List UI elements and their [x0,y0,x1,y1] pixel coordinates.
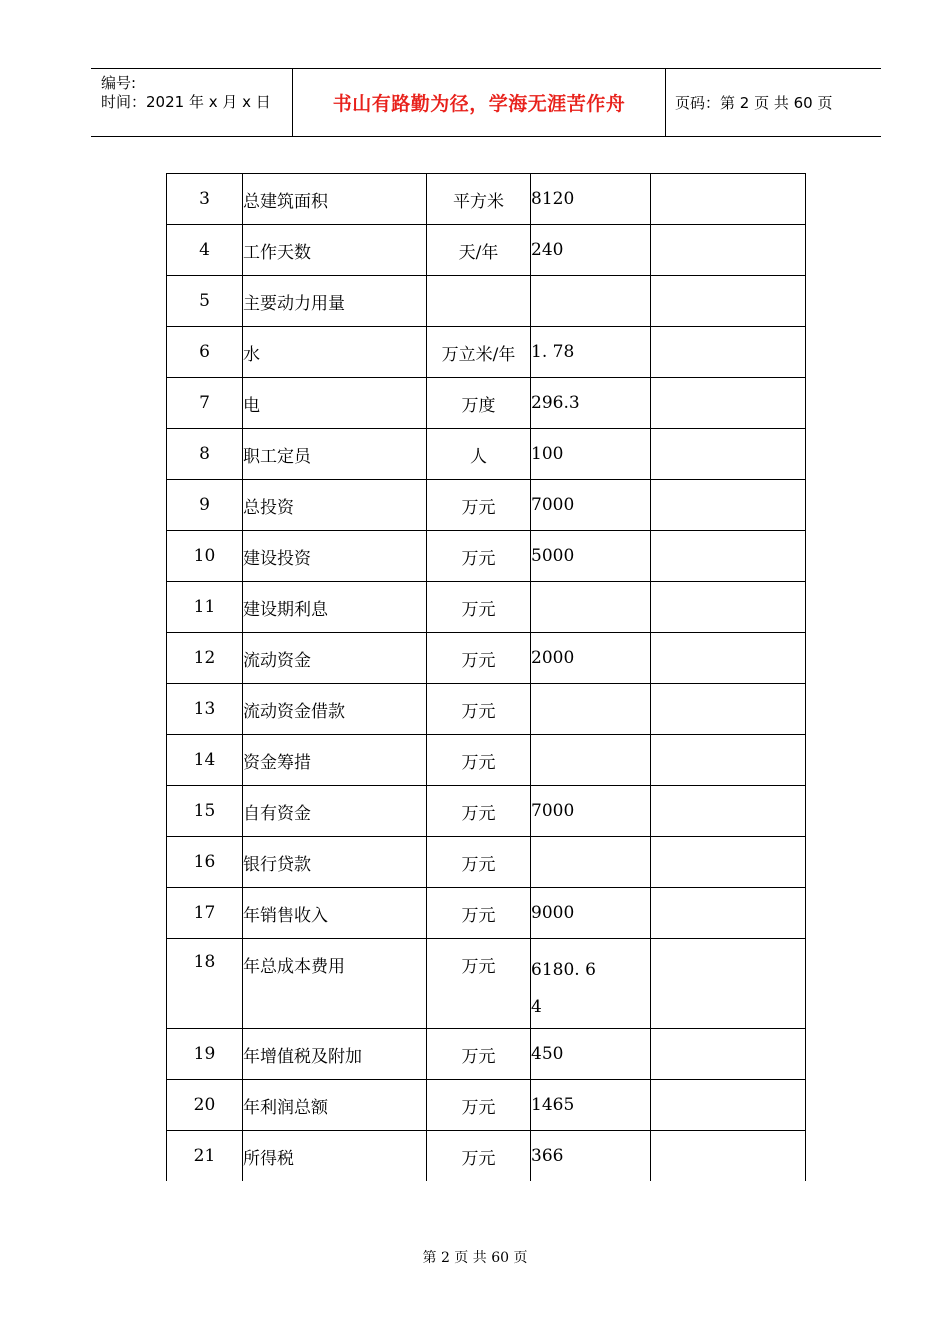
row-remark [651,276,806,327]
table-row [167,480,806,531]
row-item: 总投资 [243,480,427,531]
row-number: 20 [167,1080,243,1131]
row-unit: 平方米 [427,174,531,225]
row-remark [651,786,806,837]
row-remark [651,684,806,735]
table-row [167,174,806,225]
table-row [167,888,806,939]
row-item: 银行贷款 [243,837,427,888]
table-row [167,786,806,837]
table-row [167,1029,806,1080]
row-unit: 万元 [427,939,531,1029]
table-row [167,735,806,786]
row-remark [651,531,806,582]
row-value: 7000 [531,786,651,837]
row-value: 240 [531,225,651,276]
row-item: 总建筑面积 [243,174,427,225]
header-motto-cell [292,69,666,136]
row-item: 资金筹措 [243,735,427,786]
row-number: 12 [167,633,243,684]
row-remark [651,1029,806,1080]
row-unit [427,276,531,327]
row-number: 18 [167,939,243,1029]
row-item: 年利润总额 [243,1080,427,1131]
row-value: 1465 [531,1080,651,1131]
data-table-body [167,174,806,1182]
row-unit: 万元 [427,888,531,939]
table-row [167,684,806,735]
row-value: 296.3 [531,378,651,429]
table-row [167,633,806,684]
row-value [531,276,651,327]
row-remark [651,735,806,786]
row-remark [651,633,806,684]
row-unit: 万立米/年 [427,327,531,378]
header-page-cell [666,69,881,136]
row-value: 1. 78 [531,327,651,378]
row-unit: 万元 [427,531,531,582]
row-number: 8 [167,429,243,480]
row-remark [651,582,806,633]
row-unit: 万元 [427,684,531,735]
row-number: 9 [167,480,243,531]
row-item: 所得税 [243,1131,427,1182]
row-item: 电 [243,378,427,429]
data-table [166,173,806,1181]
row-number: 16 [167,837,243,888]
page-header [91,68,881,137]
row-value [531,582,651,633]
header-page-info: 页码：第 2 页 共 60 页 [675,94,833,112]
row-unit: 人 [427,429,531,480]
row-unit: 万元 [427,1029,531,1080]
row-item: 主要动力用量 [243,276,427,327]
row-remark [651,174,806,225]
row-number: 17 [167,888,243,939]
table-row [167,837,806,888]
row-remark [651,888,806,939]
row-item: 职工定员 [243,429,427,480]
row-unit: 万元 [427,582,531,633]
time-label: 时间：2021 年 x 月 x 日 [101,93,271,111]
row-unit: 万度 [427,378,531,429]
table-row [167,582,806,633]
table-row [167,378,806,429]
table-row [167,225,806,276]
row-value: 450 [531,1029,651,1080]
table-row [167,1131,806,1182]
row-remark [651,837,806,888]
row-value: 366 [531,1131,651,1182]
row-unit: 万元 [427,735,531,786]
row-item: 自有资金 [243,786,427,837]
row-value [531,684,651,735]
row-item: 工作天数 [243,225,427,276]
row-item: 建设投资 [243,531,427,582]
row-item: 流动资金 [243,633,427,684]
row-remark [651,939,806,1029]
row-unit: 万元 [427,480,531,531]
row-item: 建设期利息 [243,582,427,633]
row-item: 年销售收入 [243,888,427,939]
row-item: 水 [243,327,427,378]
row-value: 2000 [531,633,651,684]
row-value [531,837,651,888]
row-item: 年增值税及附加 [243,1029,427,1080]
table-row [167,429,806,480]
table-row [167,1080,806,1131]
row-number: 6 [167,327,243,378]
table-row [167,939,806,1029]
footer-page-number: 第 2 页 共 60 页 [422,1250,528,1266]
row-number: 10 [167,531,243,582]
row-value: 7000 [531,480,651,531]
row-value: 5000 [531,531,651,582]
row-unit: 万元 [427,633,531,684]
number-label: 编号: [101,74,137,92]
motto-text: 书山有路勤为径，学海无涯苦作舟 [332,93,626,115]
row-remark [651,480,806,531]
row-number: 7 [167,378,243,429]
row-number: 11 [167,582,243,633]
table-row [167,276,806,327]
row-number: 14 [167,735,243,786]
row-remark [651,429,806,480]
row-number: 13 [167,684,243,735]
header-meta [91,69,292,136]
row-number: 15 [167,786,243,837]
table-row [167,327,806,378]
row-number: 3 [167,174,243,225]
row-number: 5 [167,276,243,327]
row-value [531,735,651,786]
row-value: 8120 [531,174,651,225]
table-row [167,531,806,582]
row-unit: 万元 [427,837,531,888]
row-item: 年总成本费用 [243,939,427,1029]
row-unit: 万元 [427,1080,531,1131]
row-remark [651,1080,806,1131]
row-item: 流动资金借款 [243,684,427,735]
row-unit: 万元 [427,1131,531,1182]
row-value [531,939,651,1029]
row-value: 9000 [531,888,651,939]
row-remark [651,378,806,429]
row-remark [651,1131,806,1182]
row-value-text: 6180. 64 [531,960,596,1017]
row-remark [651,225,806,276]
row-number: 4 [167,225,243,276]
row-value: 100 [531,429,651,480]
row-unit: 万元 [427,786,531,837]
row-number: 21 [167,1131,243,1182]
row-remark [651,327,806,378]
row-number: 19 [167,1029,243,1080]
row-unit: 天/年 [427,225,531,276]
